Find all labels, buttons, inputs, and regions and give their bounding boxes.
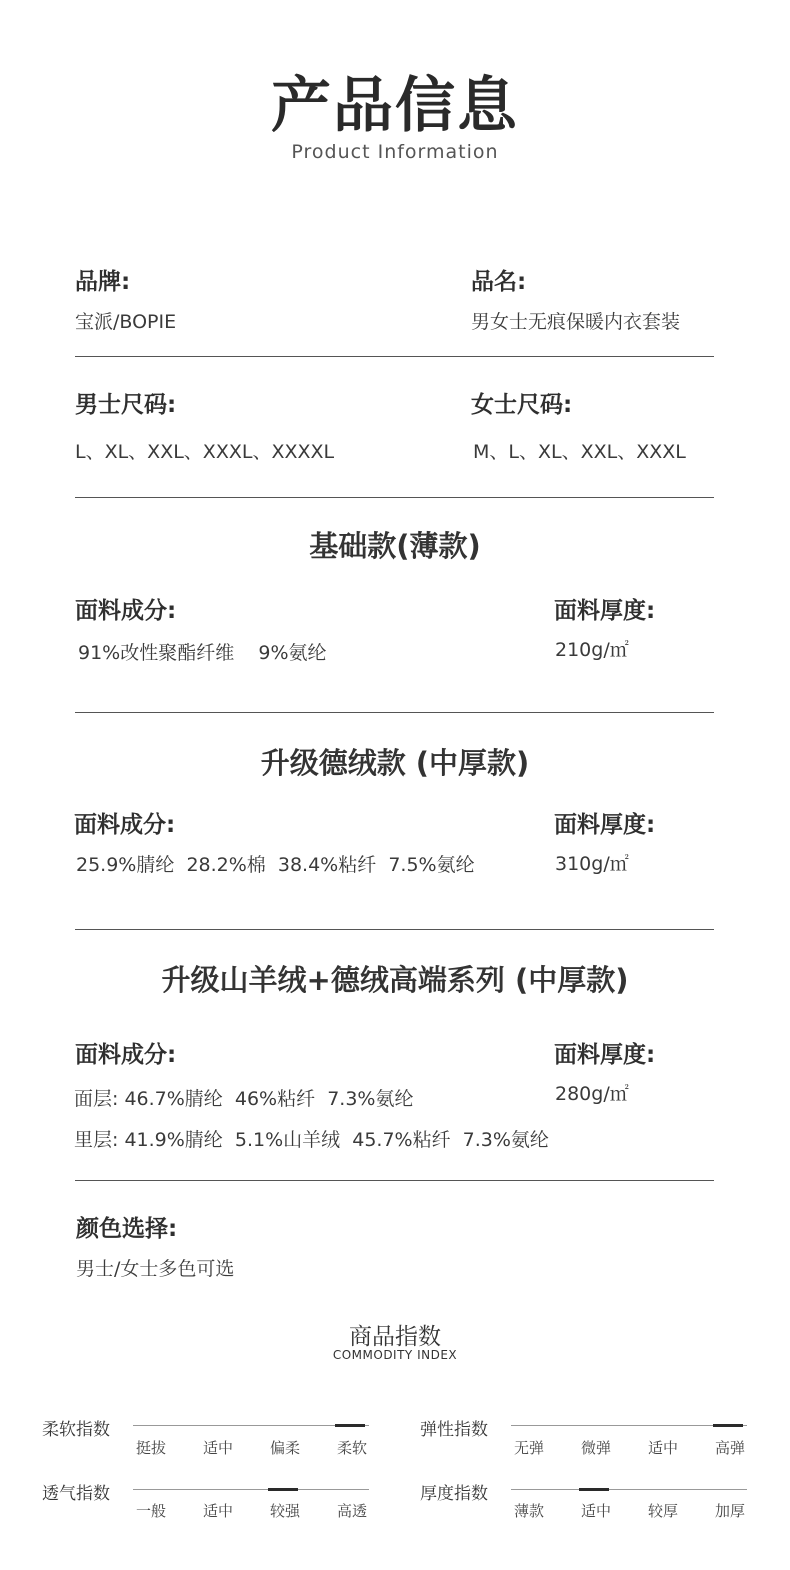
product-name-value: 男女士无痕保暖内衣套装 [471, 311, 681, 333]
index-scale-track [133, 1489, 369, 1490]
upgrade-section-title: 升级德绒款 (中厚款) [260, 746, 530, 780]
basic-fabric-value: 91%改性聚酯纤维 9%氨纶 [78, 642, 327, 664]
basic-fabric-label: 面料成分: [75, 598, 177, 624]
brand-label: 品牌: [75, 269, 131, 295]
index-scale-option: 挺拔 [135, 1439, 166, 1457]
men-size-value: L、XL、XXL、XXXL、XXXXL [75, 441, 335, 463]
men-size-label: 男士尺码: [75, 392, 177, 418]
index-scale-option: 适中 [202, 1502, 233, 1520]
index-scale-selected-marker [579, 1488, 609, 1491]
index-scale-option: 较强 [269, 1502, 300, 1520]
divider [75, 712, 714, 713]
basic-section-title: 基础款(薄款) [309, 529, 481, 563]
index-scale-option: 适中 [580, 1502, 611, 1520]
upgrade-thickness-value: 310g/㎡ [555, 853, 629, 875]
divider [75, 1180, 714, 1181]
index-scale-selected-marker [335, 1424, 365, 1427]
index-scale-option: 高透 [336, 1502, 367, 1520]
index-scale-option: 薄款 [513, 1502, 544, 1520]
women-size-label: 女士尺码: [471, 392, 573, 418]
color-value: 男士/女士多色可选 [76, 1258, 235, 1280]
index-scale-option: 高弹 [714, 1439, 745, 1457]
brand-value: 宝派/BOPIE [75, 311, 177, 333]
color-label: 颜色选择: [76, 1216, 178, 1242]
divider [75, 929, 714, 930]
women-size-value: M、L、XL、XXL、XXXL [473, 441, 686, 463]
upgrade-fabric-value: 25.9%腈纶 28.2%棉 38.4%粘纤 7.5%氨纶 [76, 854, 475, 876]
index-scale-option: 偏柔 [269, 1439, 300, 1457]
index-scale-option: 柔软 [336, 1439, 367, 1457]
page-title: 产品信息 [271, 71, 519, 141]
index-scale-option: 加厚 [714, 1502, 745, 1520]
index-title: 商品指数 [349, 1324, 441, 1350]
upgrade-thickness-label: 面料厚度: [554, 812, 656, 838]
basic-thickness-label: 面料厚度: [554, 598, 656, 624]
index-scale-option: 微弹 [580, 1439, 611, 1457]
basic-thickness-value: 210g/㎡ [555, 639, 629, 661]
premium-thickness-value: 280g/㎡ [555, 1083, 629, 1105]
divider [75, 497, 714, 498]
index-scale-selected-marker [713, 1424, 743, 1427]
premium-thickness-label: 面料厚度: [554, 1042, 656, 1068]
index-scale-label: 透气指数 [42, 1484, 110, 1504]
index-scale-option: 适中 [647, 1439, 678, 1457]
index-scale-track [511, 1489, 747, 1490]
index-scale-selected-marker [268, 1488, 298, 1491]
page-subtitle: Product Information [291, 141, 499, 163]
product-name-label: 品名: [471, 269, 527, 295]
index-subtitle: COMMODITY INDEX [332, 1348, 458, 1362]
index-scale-label: 柔软指数 [42, 1420, 110, 1440]
premium-fabric-inner: 里层: 41.9%腈纶 5.1%山羊绒 45.7%粘纤 7.3%氨纶 [74, 1129, 549, 1151]
premium-section-title: 升级山羊绒+德绒高端系列 (中厚款) [161, 963, 629, 997]
premium-fabric-label: 面料成分: [75, 1042, 177, 1068]
index-scale-option: 无弹 [513, 1439, 544, 1457]
premium-fabric-outer: 面层: 46.7%腈纶 46%粘纤 7.3%氨纶 [74, 1088, 414, 1110]
upgrade-fabric-label: 面料成分: [74, 812, 176, 838]
index-scale-label: 厚度指数 [420, 1484, 488, 1504]
divider [75, 356, 714, 357]
index-scale-label: 弹性指数 [420, 1420, 488, 1440]
index-scale-track [133, 1425, 369, 1426]
index-scale-option: 较厚 [647, 1502, 678, 1520]
index-scale-track [511, 1425, 747, 1426]
index-scale-option: 一般 [135, 1502, 166, 1520]
index-scale-option: 适中 [202, 1439, 233, 1457]
